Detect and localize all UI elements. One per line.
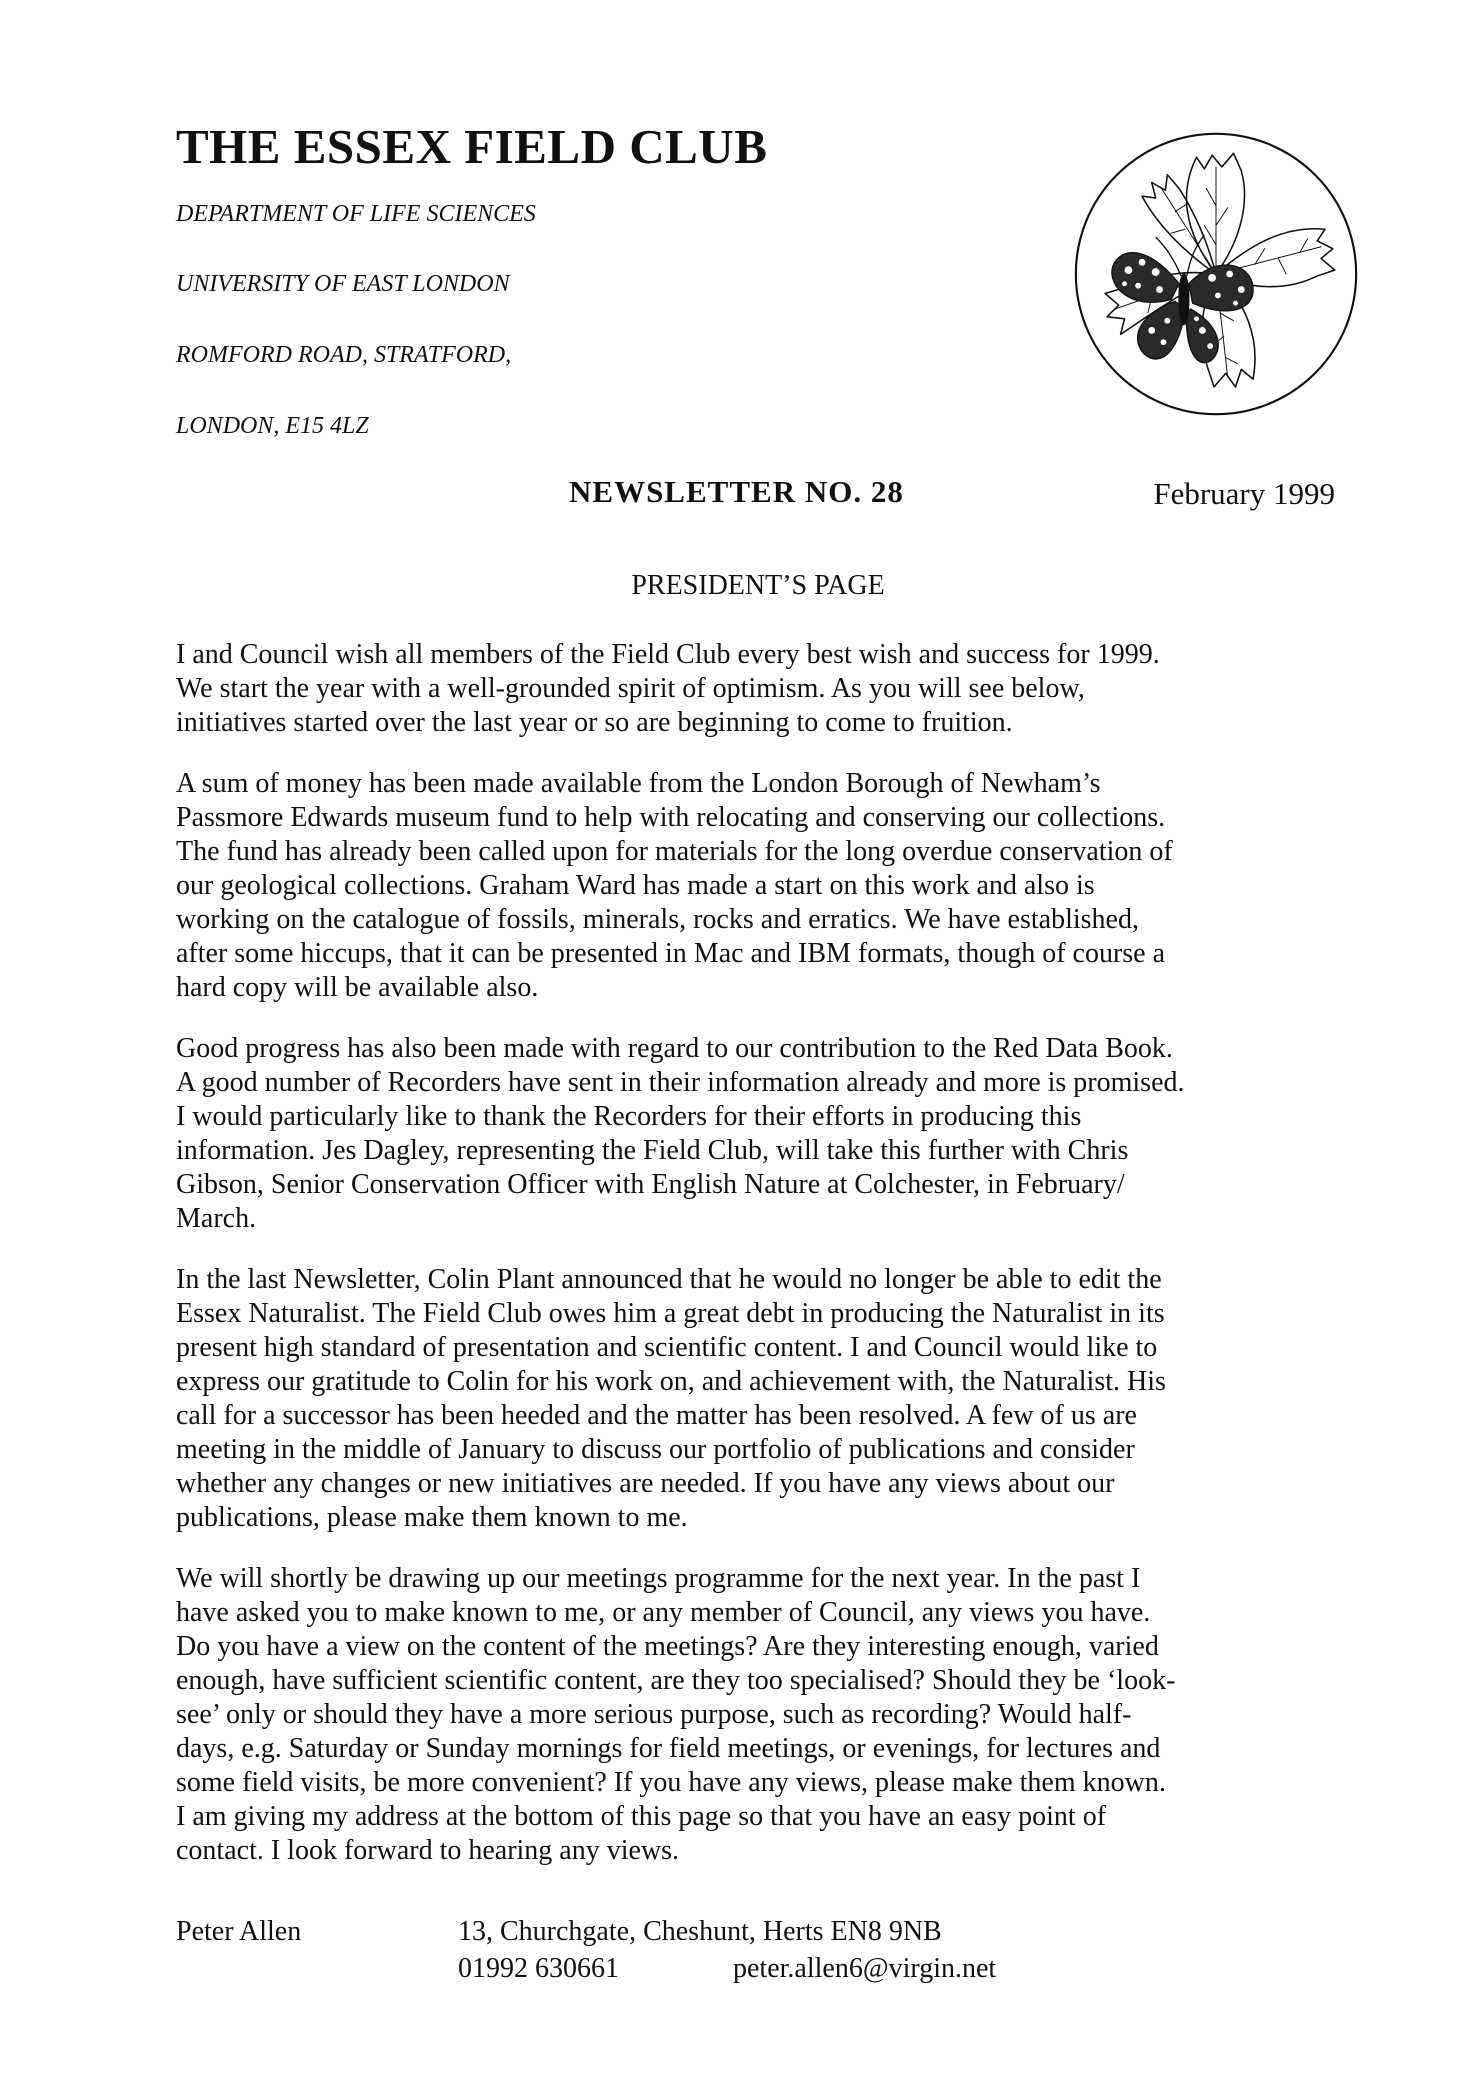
paragraph-line: whether any changes or new initiatives are needed. If you have any views about our xyxy=(176,1468,1115,1499)
paragraph-line: We will shortly be drawing up our meetings programme for the next year. In the past I xyxy=(176,1563,1141,1594)
paragraph-line: March. xyxy=(176,1203,257,1234)
newsletter-number: NEWSLETTER NO. 28 xyxy=(569,474,904,509)
paragraph-line: present high standard of presentation and scientific content. I and Council would like to xyxy=(176,1332,1158,1363)
section-heading: PRESIDENT’S PAGE xyxy=(631,570,885,601)
paragraph-line: see’ only or should they have a more serious purpose, such as recording? Would half- xyxy=(176,1699,1132,1730)
signature-address: 13, Churchgate, Cheshunt, Herts EN8 9NB xyxy=(458,1916,942,1947)
paragraph-line: Essex Naturalist. The Field Club owes him a great debt in producing the Naturalist in its xyxy=(176,1298,1165,1329)
paragraph-line: I and Council wish all members of the Field Club every best wish and success for 1999. xyxy=(176,639,1160,670)
paragraph-line: Good progress has also been made with regard to our contribution to the Red Data Book. xyxy=(176,1033,1173,1064)
paragraph-line: hard copy will be available also. xyxy=(176,972,539,1003)
paragraph-line: contact. I look forward to hearing any views. xyxy=(176,1835,680,1866)
paragraph-line: our geological collections. Graham Ward has made a start on this work and also is xyxy=(176,870,1095,901)
paragraph-line: Gibson, Senior Conservation Officer with English Nature at Colchester, in February/ xyxy=(176,1169,1125,1200)
paragraph-line: A good number of Recorders have sent in their information already and more is promised. xyxy=(176,1067,1185,1098)
paragraph-line: express our gratitude to Colin for his work on, and achievement with, the Naturalist. His xyxy=(176,1366,1166,1397)
address-line-road: ROMFORD ROAD, STRATFORD, xyxy=(176,342,512,368)
paragraph-red-data-book xyxy=(176,1032,1356,1236)
butterfly-leaf-roundel-icon xyxy=(1070,128,1362,420)
signature-email[interactable]: peter.allen6@virgin.net xyxy=(733,1953,997,1984)
paragraph-line: Passmore Edwards museum fund to help with relocating and conserving our collections. xyxy=(176,802,1166,833)
paragraph-essex-naturalist xyxy=(176,1263,1356,1535)
address-line-city: LONDON, E15 4LZ xyxy=(176,413,369,439)
paragraph-line: I am giving my address at the bottom of this page so that you have an easy point of xyxy=(176,1801,1107,1832)
paragraph-line: publications, please make them known to me. xyxy=(176,1502,688,1533)
paragraph-line: meeting in the middle of January to discuss our portfolio of publications and consider xyxy=(176,1434,1135,1465)
issue-date: February 1999 xyxy=(1153,476,1335,511)
paragraph-line: We start the year with a well-grounded spirit of optimism. As you will see below, xyxy=(176,673,1085,704)
paragraph-line: working on the catalogue of fossils, minerals, rocks and erratics. We have established, xyxy=(176,904,1139,935)
paragraph-line: information. Jes Dagley, representing the Field Club, will take this further with Chris xyxy=(176,1135,1129,1166)
paragraph-line: A sum of money has been made available from the London Borough of Newham’s xyxy=(176,768,1101,799)
paragraph-line: after some hiccups, that it can be presented in Mac and IBM formats, though of course a xyxy=(176,938,1166,969)
paragraph-line: have asked you to make known to me, or any member of Council, any views you have. xyxy=(176,1597,1151,1628)
signature-name: Peter Allen xyxy=(176,1916,302,1947)
address-line-university: UNIVERSITY OF EAST LONDON xyxy=(176,271,510,297)
paragraph-line: enough, have sufficient scientific content, are they too specialised? Should they be ‘look- xyxy=(176,1665,1176,1696)
paragraph-greeting xyxy=(176,638,1356,740)
paragraph-collections xyxy=(176,767,1356,1005)
paragraph-line: The fund has already been called upon for materials for the long overdue conservation of xyxy=(176,836,1173,867)
paragraph-line: initiatives started over the last year or so are beginning to come to fruition. xyxy=(176,707,1013,738)
signature-phone: 01992 630661 xyxy=(458,1953,619,1984)
org-title: THE ESSEX FIELD CLUB xyxy=(176,119,768,174)
paragraph-line: I would particularly like to thank the Recorders for their efforts in producing this xyxy=(176,1101,1082,1132)
address-line-department: DEPARTMENT OF LIFE SCIENCES xyxy=(176,201,536,227)
paragraph-line: days, e.g. Saturday or Sunday mornings for field meetings, or evenings, for lectures and xyxy=(176,1733,1161,1764)
paragraph-line: some field visits, be more convenient? If you have any views, please make them known. xyxy=(176,1767,1166,1798)
paragraph-meetings-programme xyxy=(176,1562,1356,1868)
paragraph-line: In the last Newsletter, Colin Plant announced that he would no longer be able to edit the xyxy=(176,1264,1162,1295)
paragraph-line: call for a successor has been heeded and the matter has been resolved. A few of us are xyxy=(176,1400,1137,1431)
paragraph-line: Do you have a view on the content of the meetings? Are they interesting enough, varied xyxy=(176,1631,1159,1662)
